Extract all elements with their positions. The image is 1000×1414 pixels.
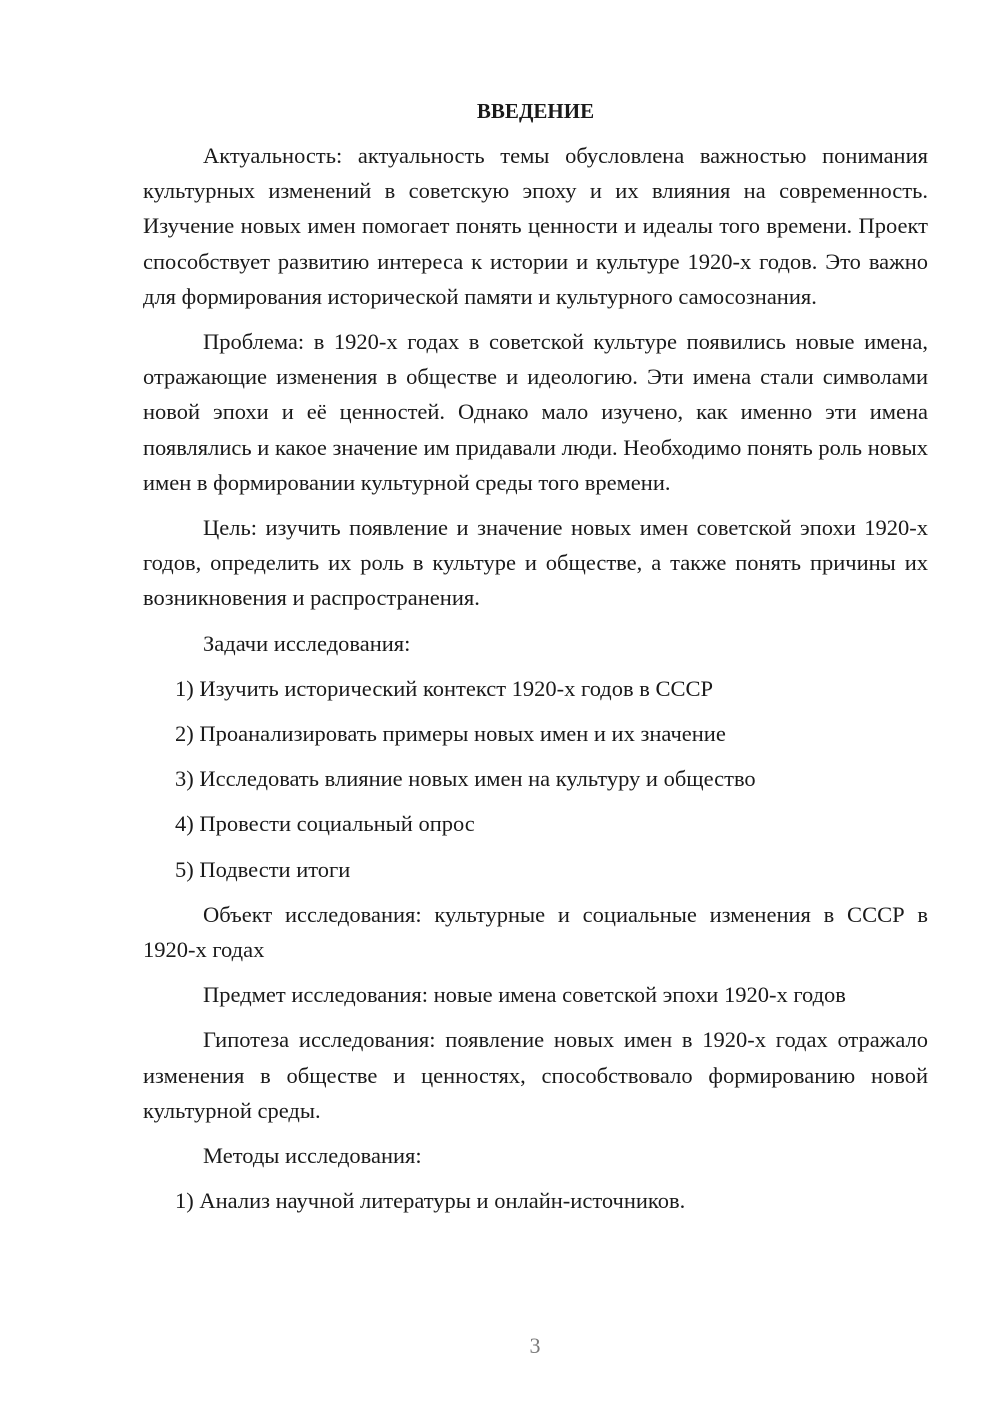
- section-title: ВВЕДЕНИЕ: [476, 99, 595, 123]
- list-item: 4) Провести социальный опрос: [175, 811, 475, 837]
- list-item: 1) Изучить исторический контекст 1920-х годов в СССР: [175, 675, 714, 701]
- methods-list: [143, 1183, 928, 1218]
- list-item: 2) Проанализировать примеры новых имен и их значение: [175, 721, 726, 747]
- document-page: [143, 96, 928, 1228]
- page-number: 3: [529, 1333, 541, 1358]
- subject-paragraph: Предмет исследования: новые имена советской эпохи 1920-х годов: [203, 982, 846, 1008]
- methods-heading: Методы исследования:: [203, 1143, 422, 1169]
- goal-paragraph: Цель: изучить появление и значение новых имен советской эпохи 1920-х годов, определить их роль в культуре и обществе, а также понять причины их возникновения и распространения.: [143, 515, 928, 611]
- tasks-heading: Задачи исследования:: [203, 630, 411, 656]
- problem-paragraph: Проблема: в 1920-х годах в советской культуре появились новые имена, отражающие изменения в обществе и идеологию. Эти имена стали символами новой эпохи и её ценностей. Однако мало изучено, как именно эти имена появлялись и какое значение им придавали люди. Необходимо понять роль новых имен в формировании культурной среды того времени.: [143, 329, 928, 495]
- list-item: 3) Исследовать влияние новых имен на культуру и общество: [175, 766, 756, 792]
- hypothesis-paragraph: Гипотеза исследования: появление новых имен в 1920-х годах отражало изменения в обществе и ценностях, способствовало формированию новой культурной среды.: [143, 1027, 928, 1123]
- object-paragraph: Объект исследования: культурные и социальные изменения в СССР в 1920-х годах: [143, 901, 928, 963]
- tasks-list: [143, 671, 928, 887]
- relevance-paragraph: Актуальность: актуальность темы обусловлена важностью понимания культурных изменений в советскую эпоху и их влияния на современность. Изучение новых имен помогает понять ценности и идеалы того времени. Проект способствует развитию интереса к истории и культуре 1920-х годов. Это важно для формирования исторической памяти и культурного самосознания.: [143, 143, 928, 309]
- list-item: 1) Анализ научной литературы и онлайн-источников.: [175, 1188, 686, 1214]
- list-item: 5) Подвести итоги: [175, 856, 351, 882]
